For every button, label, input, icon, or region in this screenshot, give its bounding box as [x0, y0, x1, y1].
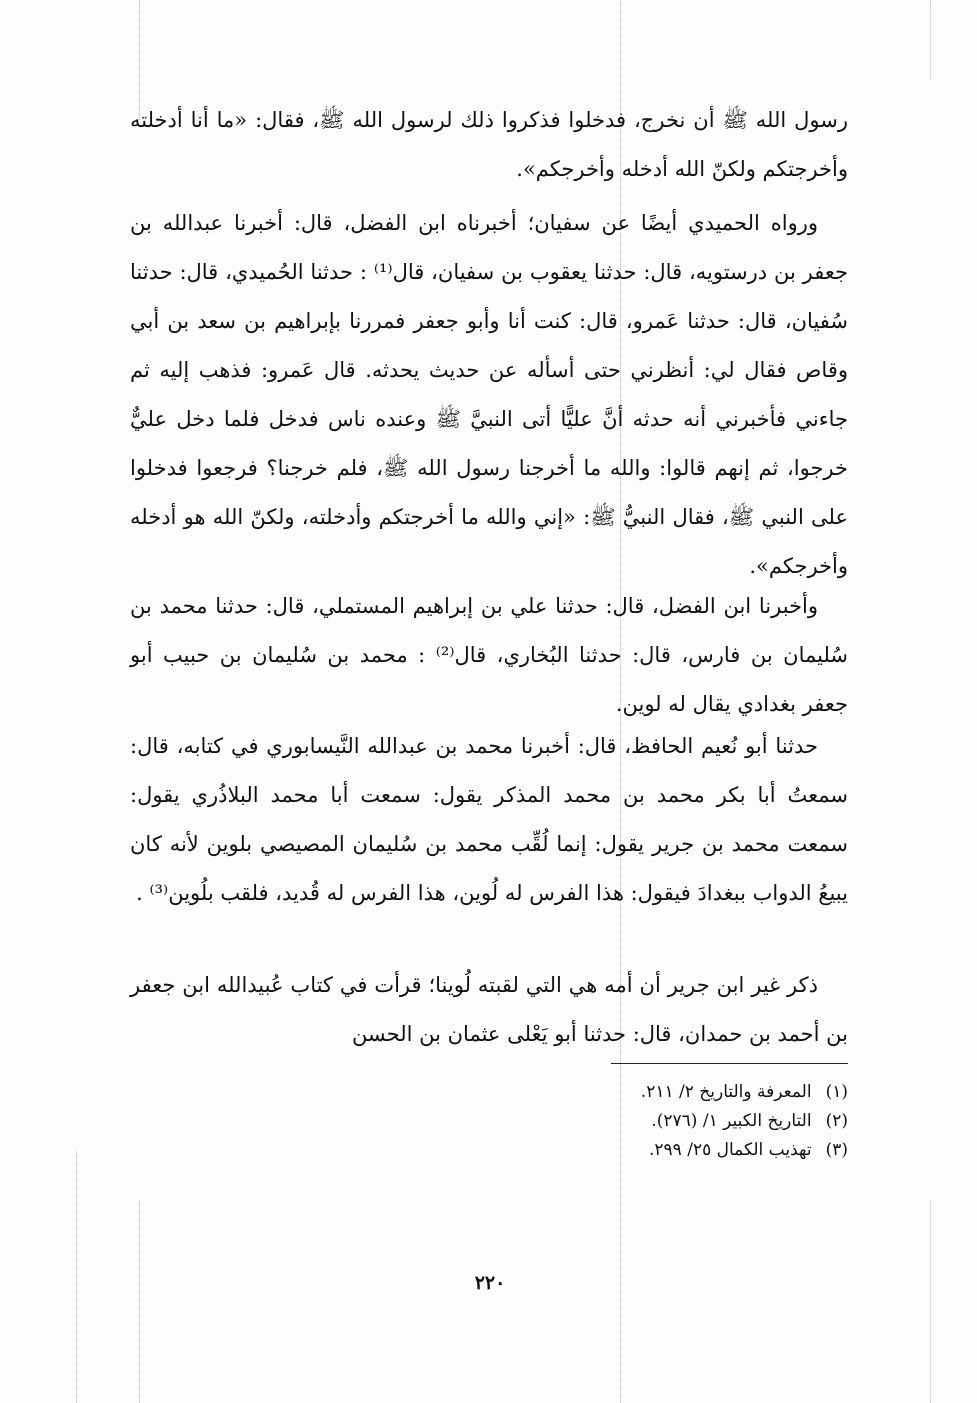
footnote-number: (٣) — [825, 1140, 848, 1160]
paragraph-text: ذكر غير ابن جرير أن أمه هي التي لقبته لُوينا؛ قرأت في كتاب عُبيدالله ابن جعفر بن أحمد بن حمدان، قال: حدثنا أبو يَعْلى عثمان بن الحسن — [130, 973, 848, 1046]
footnotes — [500, 1078, 848, 1165]
scan-guide-line — [139, 1200, 140, 1403]
body-paragraph-2 — [130, 199, 848, 591]
footnote-1 — [500, 1078, 848, 1107]
paragraph-text: رسول الله ﷺ أن نخرج، فدخلوا فذكروا ذلك لرسول الله ﷺ، فقال: «ما أنا أدخلته وأخرجتكم ولكنّ الله أدخله وأخرجكم». — [130, 108, 848, 181]
paragraph-text: ورواه الحميدي أيضًا عن سفيان؛ أخبرناه ابن الفضل، قال: أخبرنا عبدالله بن جعفر بن درستويه، قال: حدثنا يعقوب بن سفيان، قال⁽¹⁾ : حدثنا الحُميدي، قال: حدثنا سُفيان، قال: حدثنا عَمرو، قال: كنت أنا وأبو جعفر فمررنا بإبراهيم بن سعد بن أبي وقاص فقال لي: أنظرني حتى أسأله عن حديث يحدثه. قال عَمرو: فذهب إليه ثم جاءني فأخبرني أنه حدثه أنَّ عليًّا أتى النبيَّ ﷺ وعنده ناس فدخل فلما دخل عليٌّ خرجوا، ثم إنهم قالوا: والله ما أخرجنا رسول الله ﷺ، فلم خرجنا؟ فرجعوا فدخلوا على النبي ﷺ، فقال النبيُّ ﷺ: «إني والله ما أخرجتكم وأدخلته، ولكنّ الله هو أدخله وأخرجكم». — [130, 211, 848, 578]
body-paragraph-1 — [130, 96, 848, 194]
footnote-3 — [500, 1136, 848, 1165]
body-paragraph-4 — [130, 722, 848, 918]
footnote-text: المعرفة والتاريخ ٢/ ٢١١. — [640, 1082, 812, 1102]
body-paragraph-5 — [130, 961, 848, 1059]
scan-guide-line — [930, 1200, 931, 1403]
footnote-number: (٢) — [825, 1111, 848, 1131]
scan-guide-line — [76, 1150, 77, 1403]
body-paragraph-3 — [130, 582, 848, 729]
footnote-text: تهذيب الكمال ٢٥/ ٢٩٩. — [648, 1140, 812, 1160]
footnote-text: التاريخ الكبير ١/ (٢٧٦). — [651, 1111, 812, 1131]
paragraph-text: حدثنا أبو نُعيم الحافظ، قال: أخبرنا محمد بن عبدالله النَّيسابوري في كتابه، قال: سمعتُ أبا بكر محمد بن محمد المذكر يقول: سمعت أبا محمد البلاذُري يقول: سمعت محمد بن جرير يقول: إنما لُقِّب محمد بن سُليمان المصيصي بلوين لأنه كان يبيعُ الدواب ببغدادَ فيقول: هذا الفرس له لُوين، هذا الفرس له قُديد، فلقب بلُوين⁽³⁾ . — [130, 734, 848, 905]
paragraph-text: وأخبرنا ابن الفضل، قال: حدثنا علي بن إبراهيم المستملي، قال: حدثنا محمد بن سُليمان بن فارس، قال: حدثنا البُخاري، قال⁽²⁾ : محمد بن سُليمان بن حبيب أبو جعفر بغدادي يقال له لوين. — [130, 594, 848, 716]
footnote-number: (١) — [825, 1082, 848, 1102]
footnote-2 — [500, 1107, 848, 1136]
footnote-divider — [611, 1063, 848, 1064]
page-number: ٢٢٠ — [474, 1272, 506, 1294]
scan-guide-line — [930, 0, 931, 80]
